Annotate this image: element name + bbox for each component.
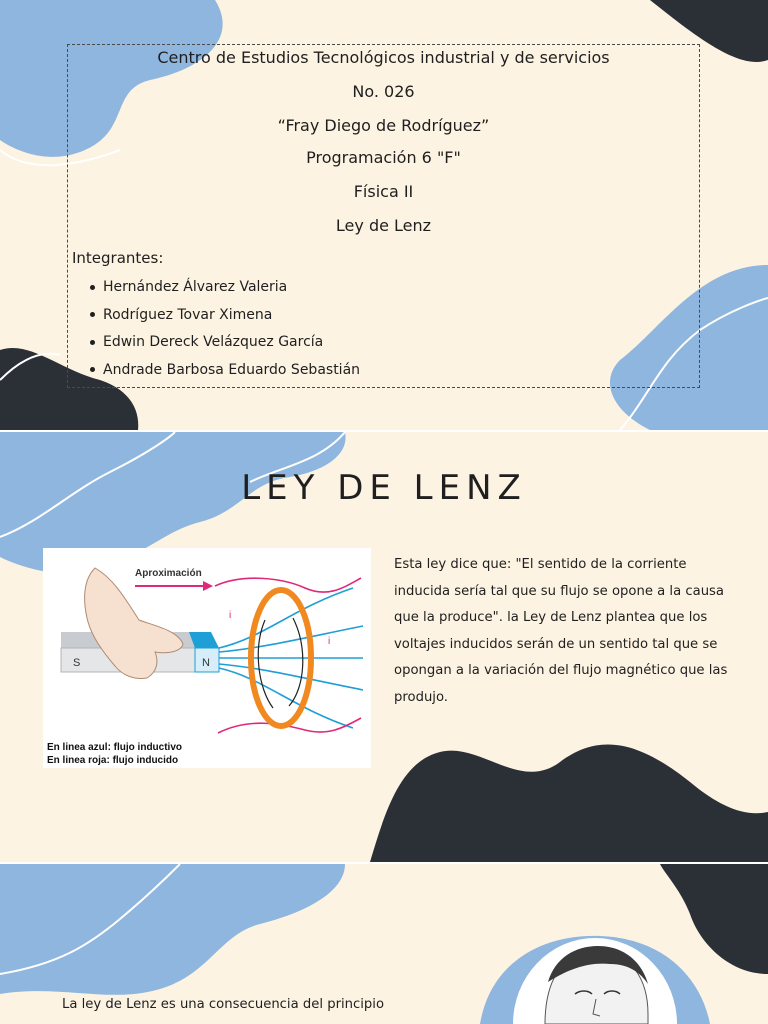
lenz-description: Esta ley dice que: "El sentido de la corriente inducida sería tal que su flujo se opone a la causa que la produce". la Ley de Lenz plantea que los voltajes inducidos serán de un sentido tal que se opongan a la variación del flujo magnético que las produjo. [394,557,728,705]
magnet-s-pole: S [73,657,81,669]
member-name: Andrade Barbosa Eduardo Sebastián [103,361,361,378]
school-name: Centro de Estudios Tecnológicos industrial y de servicios [157,48,610,67]
lenz-slide [0,432,768,862]
members-label: Integrantes: [72,249,164,267]
topic-name: Ley de Lenz [335,216,432,235]
school-number: No. 026 [352,82,415,101]
member-name: Hernández Álvarez Valeria [103,279,288,295]
member-name: Edwin Dereck Velázquez García [103,334,324,350]
member-item [90,331,360,359]
members-list [90,276,360,386]
slide-title: LEY DE LENZ [241,468,527,508]
bullet-icon [90,312,95,317]
lenz-history-slide [0,864,768,1024]
caption-blue: En linea azul: flujo inductivo [47,742,183,753]
member-item [90,359,360,387]
member-name: Rodríguez Tovar Ximena [103,306,273,323]
lenz-figure [43,548,371,768]
member-item [90,276,360,304]
cover-slide [0,0,768,430]
bullet-icon [90,367,95,372]
bullet-icon [90,340,95,345]
magnet-n-pole: N [202,657,210,669]
school-nickname: “Fray Diego de Rodríguez” [277,116,490,135]
history-text: La ley de Lenz es una consecuencia del principio [62,997,385,1012]
current-label-right: i [328,636,331,647]
approach-label: Aproximación [135,568,202,579]
member-item [90,304,360,332]
magnet-coil-diagram [43,548,371,768]
current-label-left: i [229,610,232,621]
bullet-icon [90,285,95,290]
group-name: Programación 6 "F" [306,148,461,167]
caption-red: En linea roja: flujo inducido [47,755,179,766]
subject-name: Física II [353,182,414,201]
